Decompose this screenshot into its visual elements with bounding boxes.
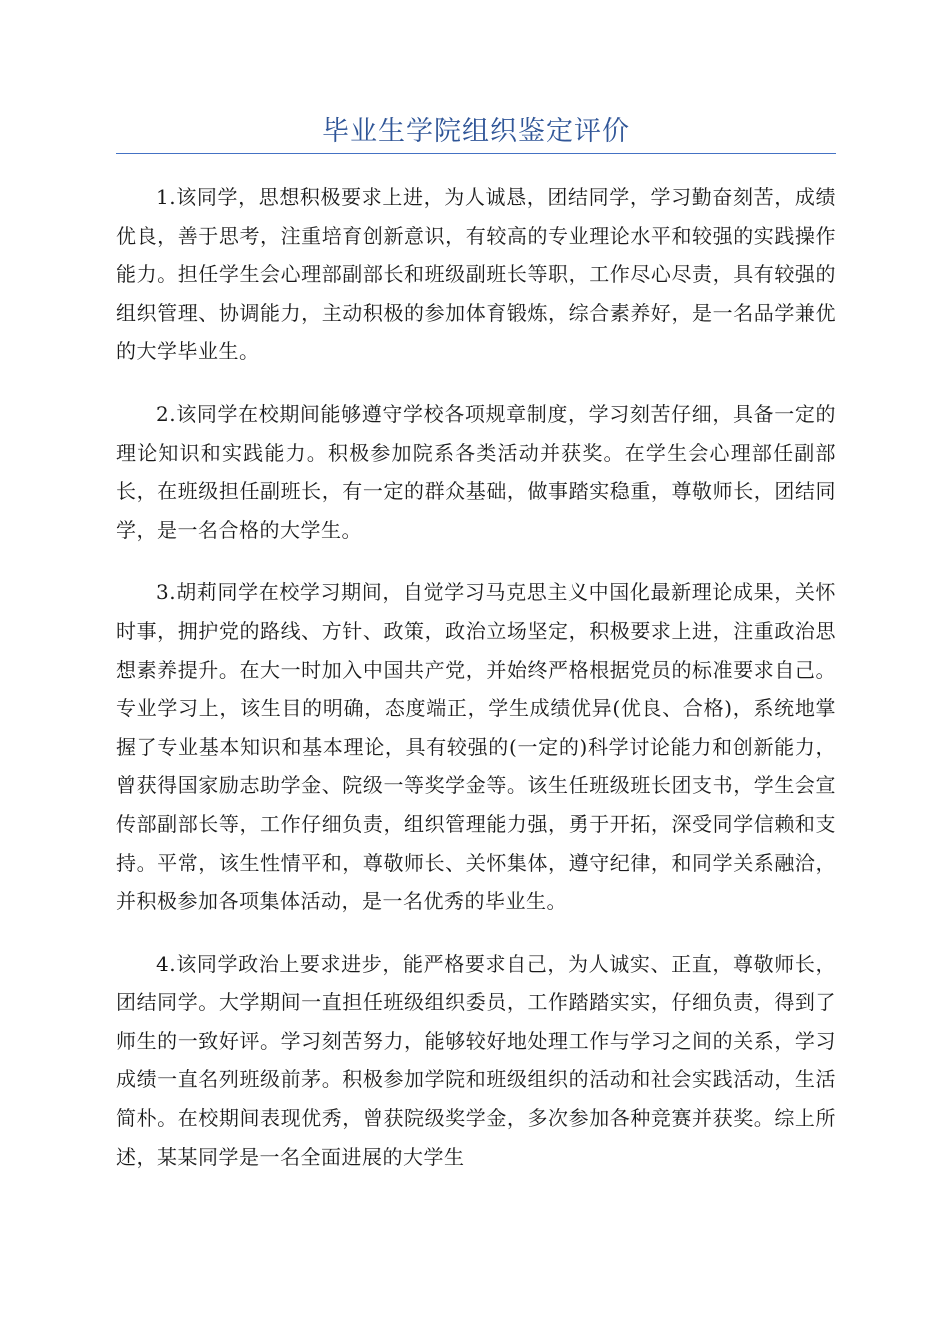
paragraph-2: 2.该同学在校期间能够遵守学校各项规章制度，学习刻苦仔细，具备一定的理论知识和实践能力。积极参加院系各类活动并获奖。在学生会心理部任副部长，在班级担任副班长，有一定的群众基础，做事踏实稳重，尊敬师长，团结同学，是一名合格的大学生。: [116, 401, 836, 542]
paragraph-3: 3.胡莉同学在校学习期间，自觉学习马克思主义中国化最新理论成果，关怀时事，拥护党的路线、方针、政策，政治立场坚定，积极要求上进，注重政治思想素养提升。在大一时加入中国共产党，并始终严格根据党员的标准要求自己。专业学习上，该生目的明确，态度端正，学生成绩优异(优良、合格)，系统地掌握了专业基本知识和基本理论，具有较强的(一定的)科学讨论能力和创新能力，曾获得国家励志助学金、院级一等奖学金等。该生任班级班长团支书，学生会宣传部副部长等，工作仔细负责，组织管理能力强，勇于开拓，深受同学信赖和支持。平常，该生性情平和，尊敬师长、关怀集体，遵守纪律，和同学关系融洽，并积极参加各项集体活动，是一名优秀的毕业生。: [116, 580, 836, 914]
document-title: 毕业生学院组织鉴定评价: [322, 116, 630, 147]
paragraph-1: 1.该同学，思想积极要求上进，为人诚恳，团结同学，学习勤奋刻苦，成绩优良，善于思考，注重培育创新意识，有较高的专业理论水平和较强的实践操作能力。担任学生会心理部副部长和班级副班长等职，工作尽心尽责，具有较强的组织管理、协调能力，主动积极的参加体育锻炼，综合素养好，是一名品学兼优的大学毕业生。: [116, 185, 836, 364]
title-underline: [116, 153, 836, 154]
document-body: [116, 178, 836, 1200]
paragraph-4: 4.该同学政治上要求进步，能严格要求自己，为人诚实、正直，尊敬师长，团结同学。大学期间一直担任班级组织委员，工作踏踏实实，仔细负责，得到了师生的一致好评。学习刻苦努力，能够较好地处理工作与学习之间的关系，学习成绩一直名列班级前茅。积极参加学院和班级组织的活动和社会实践活动，生活简朴。在校期间表现优秀，曾获院级奖学金，多次参加各种竞赛并获奖。综上所述，某某同学是一名全面进展的大学生: [116, 951, 836, 1169]
